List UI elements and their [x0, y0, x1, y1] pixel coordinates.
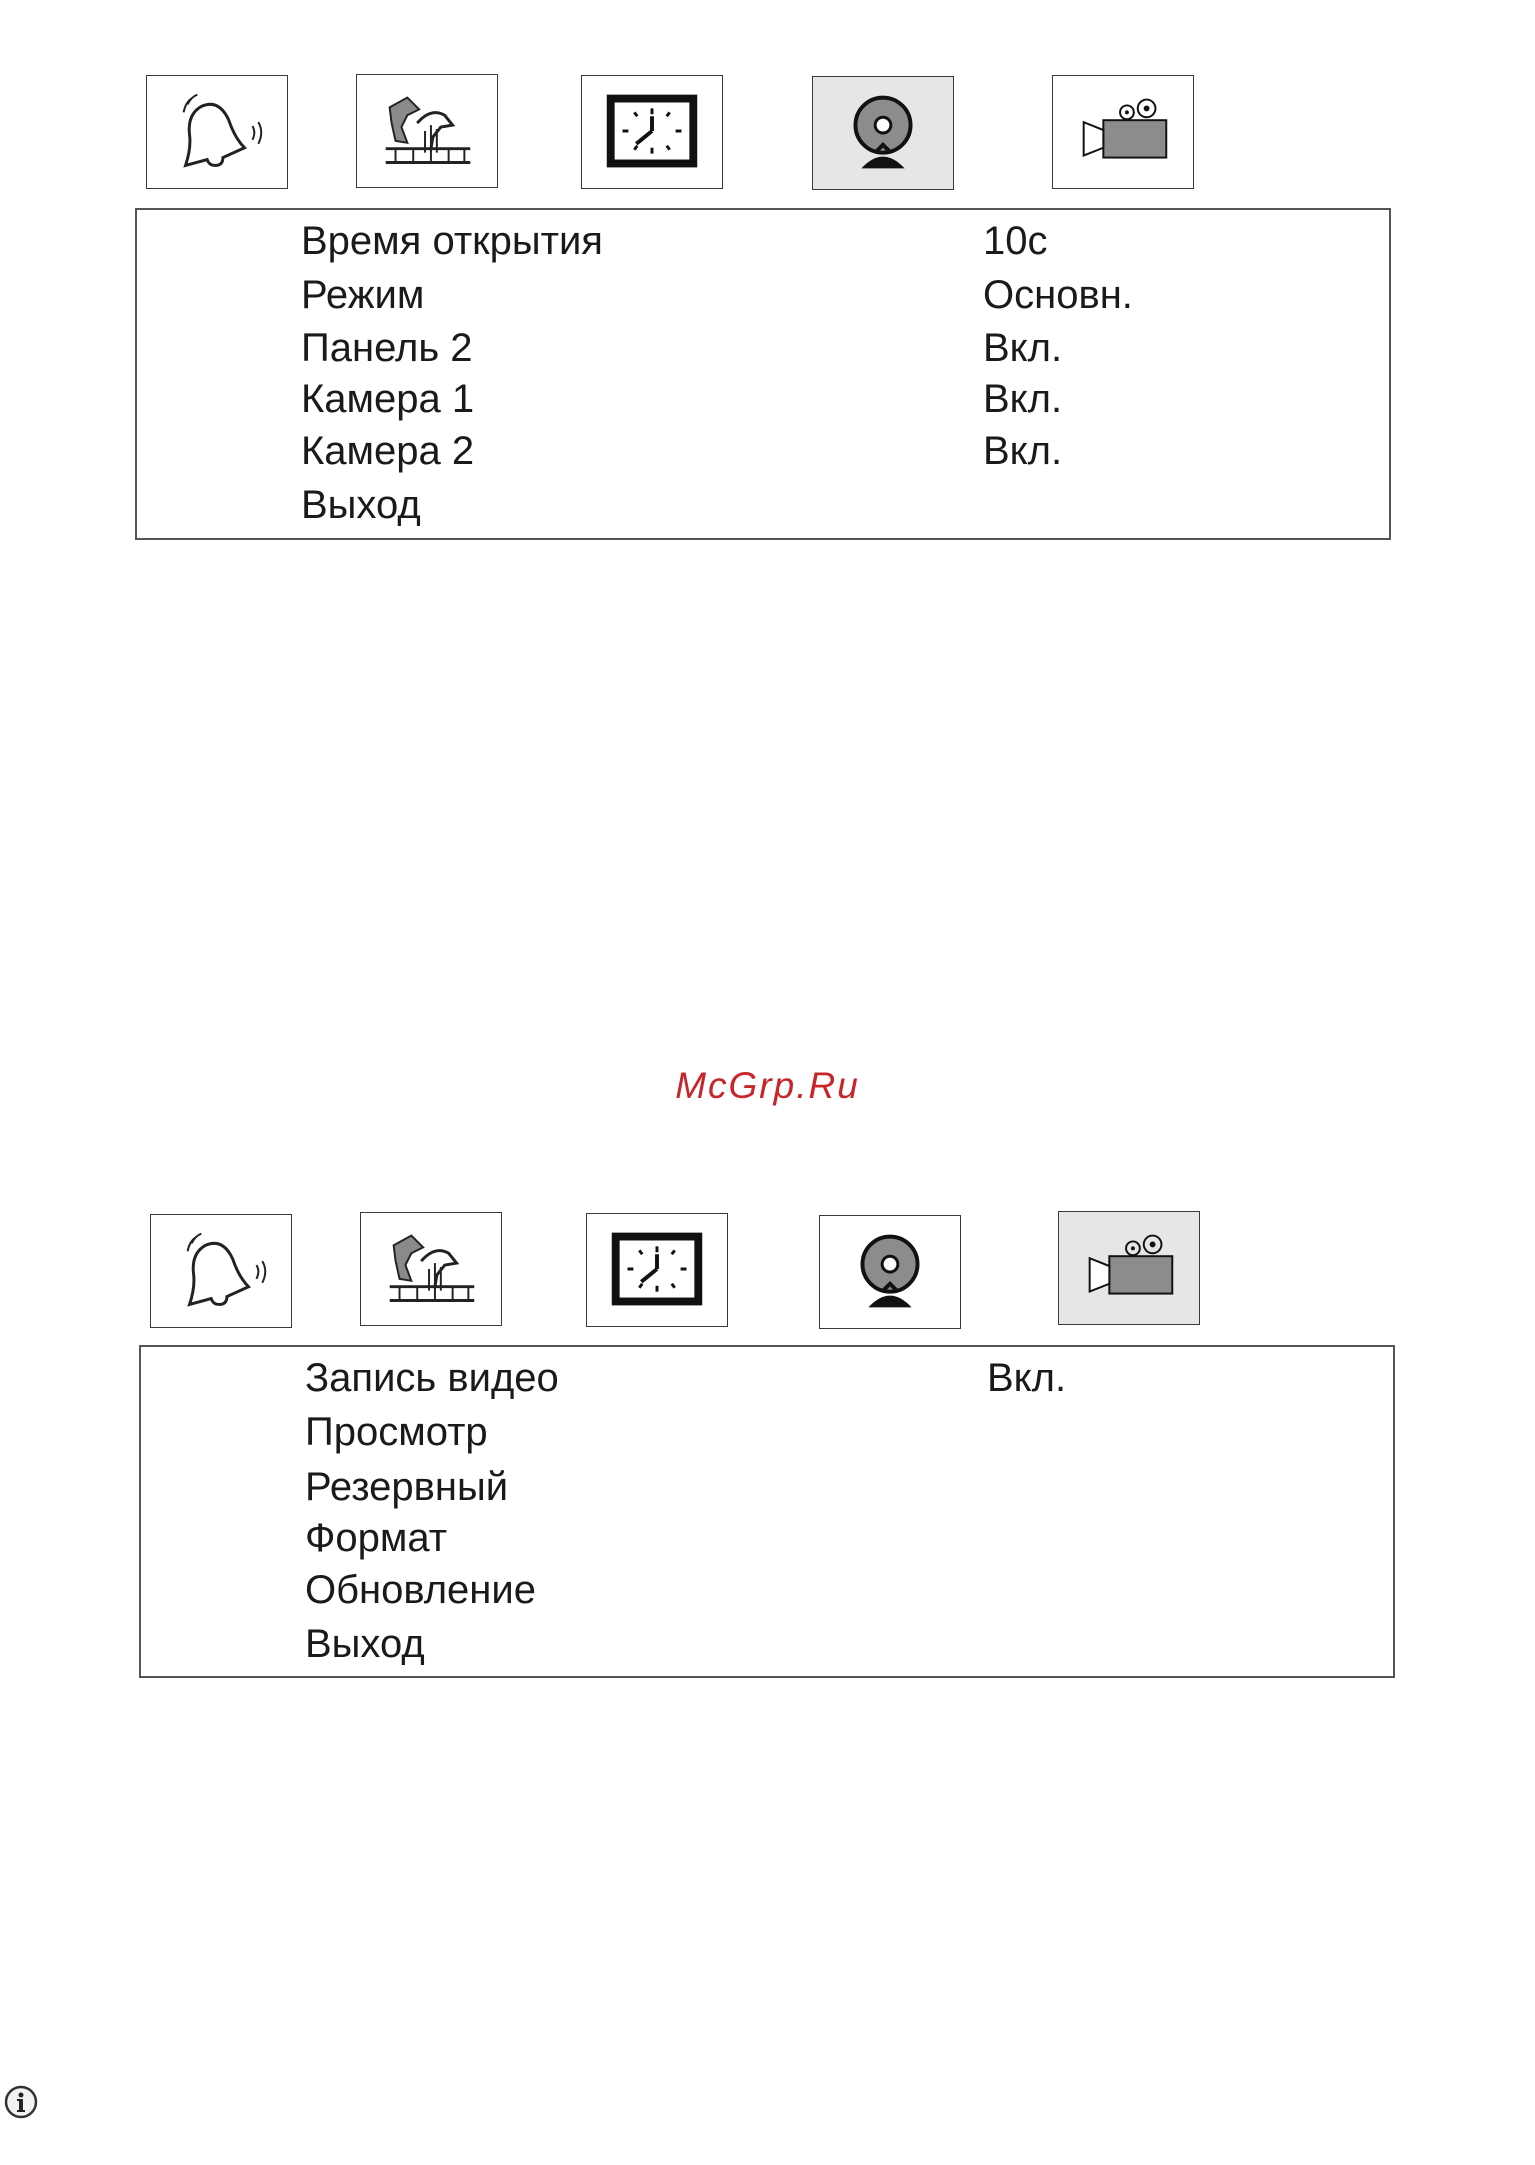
tab-clock[interactable] [581, 75, 723, 189]
menu-item-playback[interactable] [141, 1405, 1393, 1459]
menu-item-label: Запись видео [305, 1356, 559, 1400]
menu-item-open-time[interactable] [137, 214, 1389, 268]
tab-bell[interactable] [150, 1214, 292, 1328]
menu-item-label: Режим [301, 273, 425, 317]
menu-item-label: Формат [305, 1516, 448, 1560]
menu-item-label: Выход [301, 483, 421, 527]
tab-clock[interactable] [586, 1213, 728, 1327]
menu-item-camera-1[interactable] [137, 372, 1389, 426]
door-lock-icon [372, 1223, 490, 1315]
tab-door-lock[interactable] [360, 1212, 502, 1326]
tab-camera[interactable] [819, 1215, 961, 1329]
bell-icon [158, 86, 276, 178]
menu-item-label: Время открытия [301, 219, 603, 263]
menu-item-value: Основн. [983, 273, 1133, 317]
menu-item-value: Вкл. [987, 1356, 1067, 1400]
video-recorder-icon [1064, 86, 1182, 178]
tab-bell[interactable] [146, 75, 288, 189]
menu-item-value: 10с [983, 219, 1048, 263]
menu-list-bottom [139, 1345, 1395, 1678]
door-lock-icon [368, 85, 486, 177]
video-recorder-icon [1070, 1222, 1188, 1314]
menu-item-exit[interactable] [141, 1617, 1393, 1671]
camera-icon [824, 87, 942, 179]
menu-item-label: Камера 2 [301, 429, 475, 473]
camera-icon [831, 1226, 949, 1318]
menu-item-backup[interactable] [141, 1460, 1393, 1514]
menu-item-label: Выход [305, 1622, 425, 1666]
watermark: McGrp.Ru [675, 1065, 860, 1106]
menu-item-panel-2[interactable] [137, 321, 1389, 375]
menu-list-top [135, 208, 1391, 540]
menu-item-label: Резервный [305, 1465, 509, 1509]
menu-item-mode[interactable] [137, 268, 1389, 322]
tab-camera[interactable] [812, 76, 954, 190]
menu-item-value: Вкл. [983, 377, 1063, 421]
clock-icon [598, 1224, 716, 1316]
menu-item-value: Вкл. [983, 429, 1063, 473]
menu-item-camera-2[interactable] [137, 424, 1389, 478]
menu-item-label: Камера 1 [301, 377, 475, 421]
tab-video-recorder[interactable] [1058, 1211, 1200, 1325]
menu-item-format[interactable] [141, 1511, 1393, 1565]
menu-item-update[interactable] [141, 1563, 1393, 1617]
tab-video-recorder[interactable] [1052, 75, 1194, 189]
tab-door-lock[interactable] [356, 74, 498, 188]
info-icon [4, 2085, 38, 2119]
bell-icon [162, 1225, 280, 1317]
menu-item-label: Просмотр [305, 1410, 488, 1454]
clock-icon [593, 86, 711, 178]
menu-item-label: Панель 2 [301, 326, 473, 370]
menu-item-video-recording[interactable] [141, 1351, 1393, 1405]
menu-item-label: Обновление [305, 1568, 536, 1612]
menu-item-exit[interactable] [137, 478, 1389, 532]
menu-item-value: Вкл. [983, 326, 1063, 370]
